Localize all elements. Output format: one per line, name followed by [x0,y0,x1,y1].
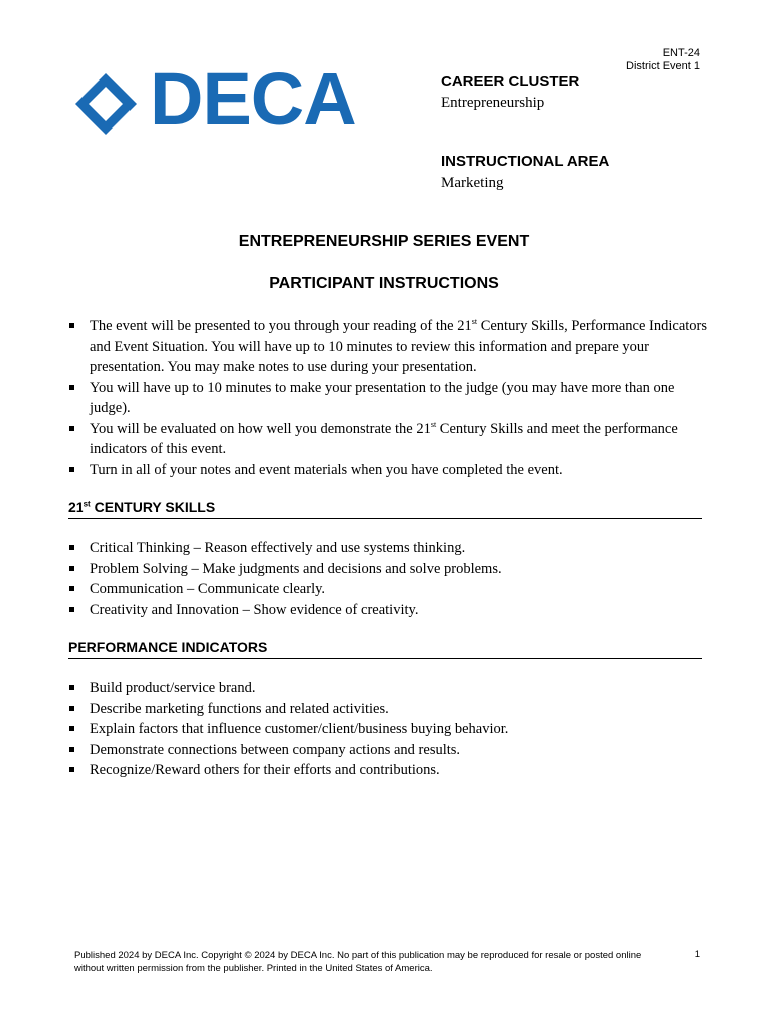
page-number: 1 [694,949,700,960]
list-item: Critical Thinking – Reason effectively and use systems thinking. [68,538,708,559]
list-item: You will have up to 10 minutes to make your presentation to the judge (you may have more than one judge). [68,378,708,419]
deca-wordmark: DECA [150,57,356,140]
performance-indicators-heading: PERFORMANCE INDICATORS [68,639,702,659]
deca-diamond-icon [74,72,138,136]
list-item: Build product/service brand. [68,678,708,699]
career-cluster [441,73,579,113]
list-item: You will be evaluated on how well you demonstrate the 21st Century Skills and meet the performance indicators of this event. [68,419,708,460]
list-item: Turn in all of your notes and event materials when you have completed the event. [68,460,708,481]
instructional-area-value: Marketing [441,175,504,191]
event-level: District Event 1 [626,60,700,72]
instructions-title: PARTICIPANT INSTRUCTIONS [269,275,499,292]
instructional-area [441,153,609,193]
list-item: Demonstrate connections between company actions and results. [68,740,708,761]
event-code-block [626,47,700,73]
deca-logo [74,57,374,140]
skills-heading: 21st CENTURY SKILLS [68,499,702,519]
list-item: Communication – Communicate clearly. [68,579,708,600]
list-item: Describe marketing functions and related activities. [68,699,708,720]
list-item: The event will be presented to you through your reading of the 21st Century Skills, Performance Indicators and Event Situation. You will have up to 10 minutes to review this information and prepare your presentation. You may make notes to use during your presentation. [68,316,708,378]
list-item: Explain factors that influence customer/client/business buying behavior. [68,719,708,740]
performance-indicators-list [68,678,708,781]
event-title: ENTREPRENEURSHIP SERIES EVENT [238,233,530,250]
list-item: Recognize/Reward others for their efforts and contributions. [68,760,708,781]
career-cluster-label: CAREER CLUSTER [441,73,580,90]
footer-copyright: Published 2024 by DECA Inc. Copyright © 2024 by DECA Inc. No part of this publication may be reproduced for resale or posted online without written permission from the publisher. Printed in the United States of America. [74,950,642,974]
list-item: Problem Solving – Make judgments and decisions and solve problems. [68,559,708,580]
instructional-area-label: INSTRUCTIONAL AREA [441,153,610,170]
skills-list [68,538,708,620]
instructions-list [68,316,708,480]
career-cluster-value: Entrepreneurship [441,95,545,111]
event-code: ENT-24 [662,47,700,59]
list-item: Creativity and Innovation – Show evidence of creativity. [68,600,708,621]
